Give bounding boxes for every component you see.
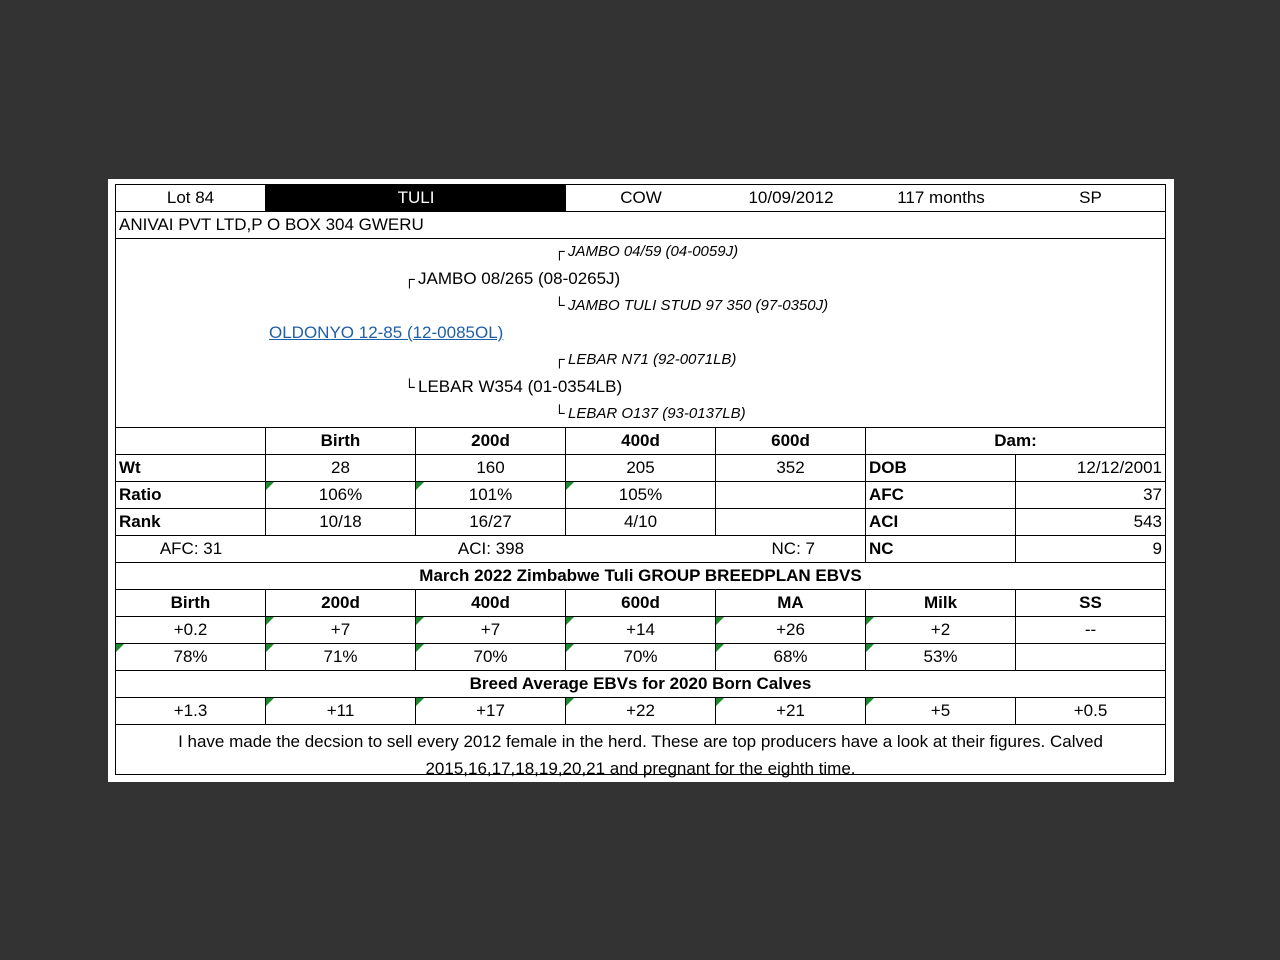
performance-header-blank (116, 428, 266, 454)
row-label: Ratio (116, 482, 266, 508)
dam-header: Dam: (994, 431, 1037, 450)
pedigree-sire-dam-sire (554, 351, 736, 368)
pedigree-sire-sire (404, 269, 620, 289)
birth-date: 10/09/2012 (748, 188, 834, 207)
dam-aci-label: ACI (866, 509, 1016, 535)
ebv-header-row (116, 590, 1165, 617)
avg-ss: +0.5 (1073, 701, 1108, 720)
dam-dob-label: DOB (866, 455, 1016, 481)
nc-value: NC: 7 (716, 536, 866, 562)
ebv-header-birth: Birth (116, 590, 266, 616)
lot-card (108, 179, 1174, 782)
avg-milk: +5 (866, 698, 1016, 724)
dam-nc-value: 9 (1152, 539, 1162, 558)
pedigree-text: JAMBO TULI STUD 97 350 (97-0350J) (568, 297, 829, 314)
rank-row (116, 509, 1165, 536)
ebv-title: March 2022 Zimbabwe Tuli GROUP BREEDPLAN EBVS (419, 566, 862, 585)
bracket-bottom-icon: └ (554, 297, 565, 314)
dam-afc-value: 37 (1143, 485, 1162, 504)
sire-link[interactable]: OLDONYO 12-85 (12-0085OL) (269, 323, 504, 342)
dam-afc-label: AFC (866, 482, 1016, 508)
avg-ma: +21 (716, 698, 866, 724)
avg-400d: +17 (416, 698, 566, 724)
ebv-header-ss: SS (1079, 593, 1102, 612)
afc-value: AFC: 31 (159, 539, 223, 558)
pedigree-sire-sire-dam (554, 297, 828, 314)
lot-table (115, 184, 1166, 778)
ratio-600d (716, 482, 866, 508)
perf-header-600d: 600d (716, 428, 866, 454)
avg-birth: +1.3 (116, 698, 266, 724)
wt-birth: 28 (266, 455, 416, 481)
dam-dob-value: 12/12/2001 (1076, 458, 1162, 477)
lot-header-row (116, 185, 1165, 212)
ebv-header-600d: 600d (566, 590, 716, 616)
wt-400d: 205 (566, 455, 716, 481)
bracket-bottom-icon: └ (554, 405, 565, 422)
wt-600d: 352 (716, 455, 866, 481)
bracket-top-icon: ┌ (554, 243, 565, 260)
owner-row (116, 212, 1165, 239)
rank-200d: 16/27 (416, 509, 566, 535)
breed-avg-title-row (116, 671, 1165, 698)
grade: SP (1079, 188, 1102, 207)
bracket-top-icon: ┌ (554, 351, 565, 368)
pedigree-text: JAMBO 08/265 (08-0265J) (418, 269, 621, 288)
avg-600d: +22 (566, 698, 716, 724)
ebv-birth: +0.2 (116, 617, 266, 643)
acc-milk: 53% (866, 644, 1016, 670)
weight-row (116, 455, 1165, 482)
row-label: Rank (116, 509, 266, 535)
pedigree-text: JAMBO 04/59 (04-0059J) (568, 243, 739, 260)
rank-600d (716, 509, 866, 535)
ebv-title-row (116, 563, 1165, 590)
rank-birth: 10/18 (266, 509, 416, 535)
acc-600d: 70% (566, 644, 716, 670)
fertility-row (116, 536, 1165, 563)
pedigree-sire-dam (404, 377, 622, 397)
ratio-row (116, 482, 1165, 509)
ebv-600d: +14 (566, 617, 716, 643)
dam-aci-value: 543 (1133, 512, 1162, 531)
aci-value: ACI: 398 (457, 539, 525, 558)
breed-label: TULI (266, 185, 566, 211)
pedigree-block (116, 239, 1165, 428)
dam-nc-label: NC (866, 536, 1016, 562)
acc-200d: 71% (266, 644, 416, 670)
breed-avg-title: Breed Average EBVs for 2020 Born Calves (469, 674, 812, 693)
ebv-ma: +26 (716, 617, 866, 643)
pedigree-text: LEBAR W354 (01-0354LB) (418, 377, 623, 396)
ratio-birth: 106% (266, 482, 416, 508)
ebv-header-milk: Milk (866, 590, 1016, 616)
wt-200d: 160 (416, 455, 566, 481)
performance-header-row (116, 428, 1165, 455)
acc-birth: 78% (116, 644, 266, 670)
ebv-accuracy-row (116, 644, 1165, 671)
rank-400d: 4/10 (566, 509, 716, 535)
ratio-200d: 101% (416, 482, 566, 508)
ebv-header-400d: 400d (416, 590, 566, 616)
acc-400d: 70% (416, 644, 566, 670)
row-label: Wt (116, 455, 266, 481)
pedigree-sire-sire-sire (554, 243, 738, 260)
perf-header-200d: 200d (416, 428, 566, 454)
ebv-400d: +7 (416, 617, 566, 643)
age: 117 months (897, 188, 985, 207)
perf-header-birth: Birth (266, 428, 416, 454)
bracket-bottom-icon: └ (404, 379, 415, 396)
ratio-400d: 105% (566, 482, 716, 508)
bracket-top-icon: ┌ (404, 271, 415, 288)
sex-label: COW (620, 188, 662, 207)
ebv-values-row (116, 617, 1165, 644)
breed-avg-values-row (116, 698, 1165, 725)
ebv-header-ma: MA (716, 590, 866, 616)
acc-ma: 68% (716, 644, 866, 670)
perf-header-400d: 400d (566, 428, 716, 454)
lot-number: Lot 84 (116, 185, 266, 211)
pedigree-sire-dam-dam (554, 405, 746, 422)
ebv-header-200d: 200d (266, 590, 416, 616)
pedigree-text: LEBAR N71 (92-0071LB) (568, 351, 737, 368)
avg-200d: +11 (266, 698, 416, 724)
seller-comment: I have made the decsion to sell every 2012 female in the herd. These are top producers have a look at their figures. Calved 2015,16,17,18,19,20,21 and pregnant for the eighth time. (178, 732, 1103, 778)
ebv-200d: +7 (266, 617, 416, 643)
ebv-milk: +2 (866, 617, 1016, 643)
acc-ss (1016, 644, 1165, 670)
owner-text: ANIVAI PVT LTD,P O BOX 304 GWERU (119, 215, 424, 234)
pedigree-text: LEBAR O137 (93-0137LB) (568, 405, 746, 422)
ebv-ss: -- (1084, 620, 1097, 639)
